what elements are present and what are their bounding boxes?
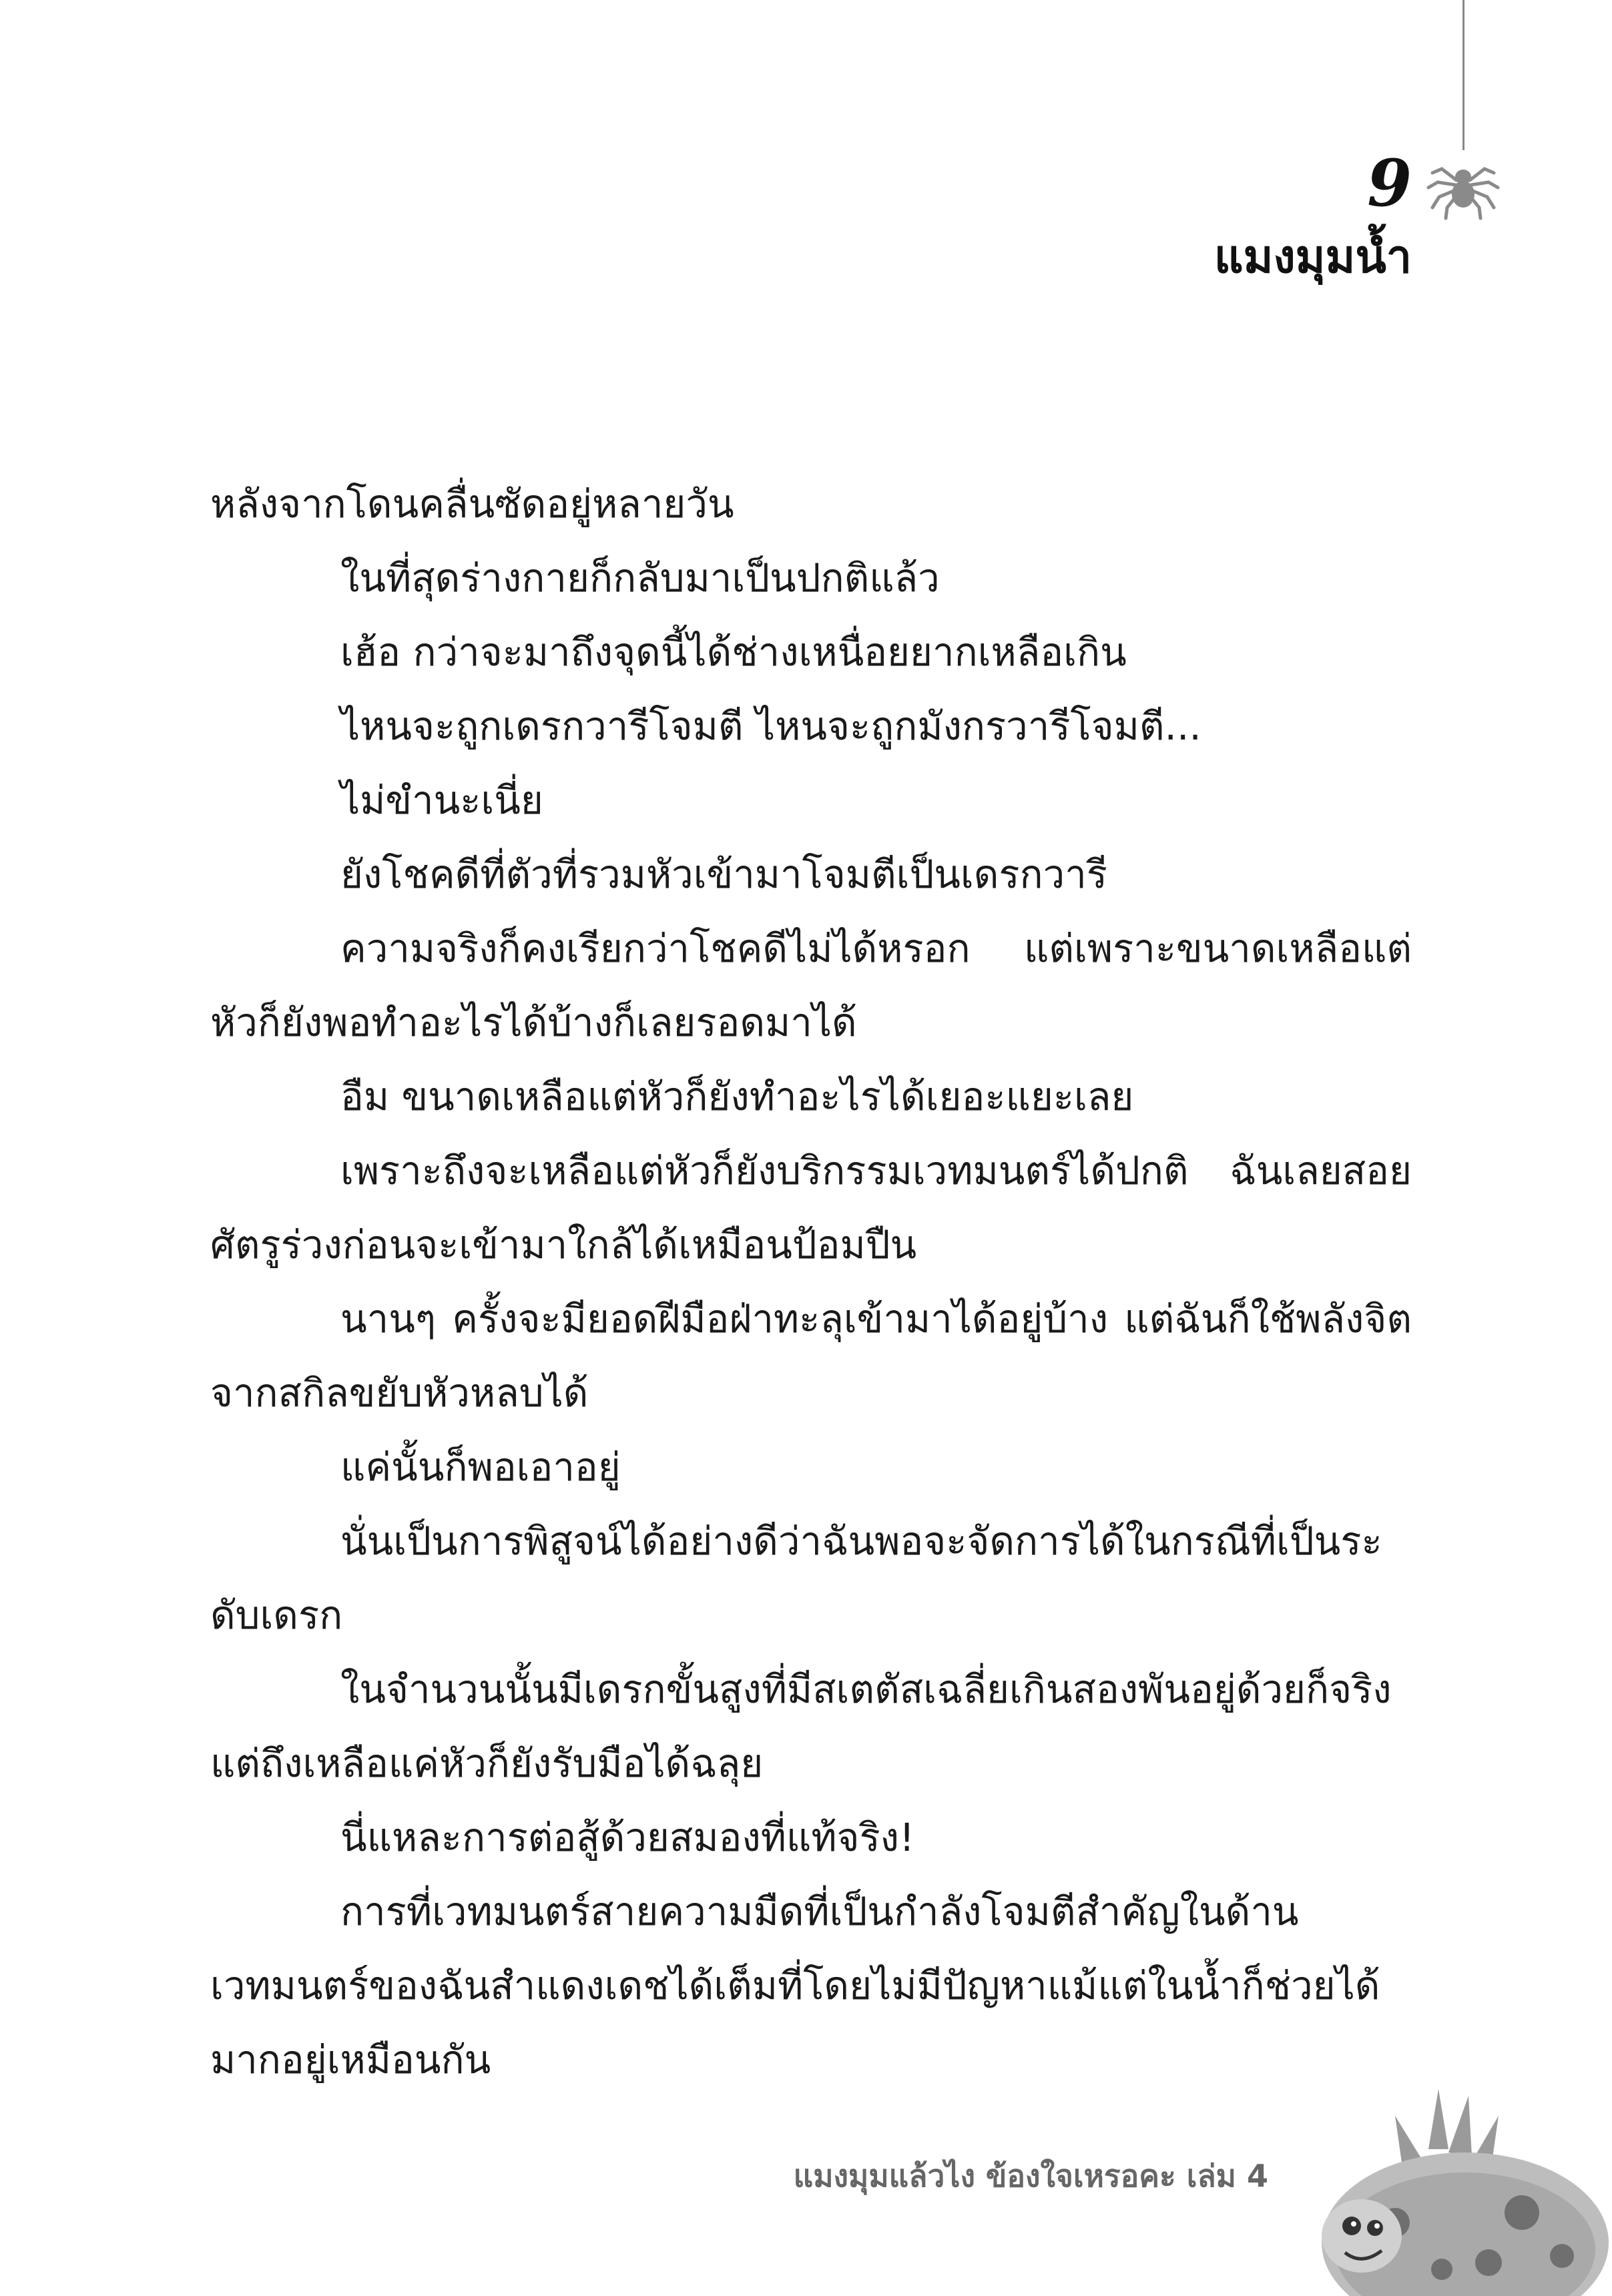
spider-icon xyxy=(1423,144,1503,224)
footer-book-title: แมงมุมแล้วไง ข้องใจเหรอคะ เล่ม 4 xyxy=(793,2158,1268,2194)
paragraph: ในจำนวนนั้นมีเดรกขั้นสูงที่มีสเตตัสเฉลี่ยเกินสองพันอยู่ด้วยก็จริง แต่ถึงเหลือแค่หัวก็ยังรับมือได้ฉลุย xyxy=(210,1667,1392,1786)
paragraph: นี่แหละการต่อสู้ด้วยสมองที่แท้จริง! xyxy=(340,1815,915,1860)
chapter-number: 9 xyxy=(1367,146,1412,221)
paragraph: ไม่ขำนะเนี่ย xyxy=(340,778,543,823)
paragraph: ความจริงก็คงเรียกว่าโชคดีไม่ได้หรอก แต่เพราะขนาดเหลือแต่หัวก็ยังพอทำอะไรได้บ้างก็เลยรอดมาได้ xyxy=(210,926,1412,1045)
paragraph: แค่นั้นก็พอเอาอยู่ xyxy=(340,1444,621,1490)
chapter-title: แมงมุมน้ำ xyxy=(1214,231,1412,284)
paragraph: การที่เวทมนตร์สายความมืดที่เป็นกำลังโจมตีสำคัญในด้านเวทมนตร์ของฉันสำแดงเดชได้เต็มที่โดยไม่มีปัญหาแม้แต่ในน้ำก็ช่วยได้มากอยู่เหมือนกัน xyxy=(210,1889,1380,2082)
paragraph: ไหนจะถูกเดรกวารีโจมตี ไหนจะถูกมังกรวารีโจมตี... xyxy=(340,703,1201,749)
paragraph: นานๆ ครั้งจะมียอดฝีมือฝ่าทะลุเข้ามาได้อยู่บ้าง แต่ฉันก็ใช้พลังจิตจากสกิลขยับหัวหลบได้ xyxy=(210,1296,1412,1416)
paragraph: หลังจากโดนคลื่นซัดอยู่หลายวัน xyxy=(210,481,734,527)
spider-thread xyxy=(1462,0,1464,150)
creature-illustration xyxy=(1322,2069,1612,2296)
paragraph: นั่นเป็นการพิสูจน์ได้อย่างดีว่าฉันพอจะจัดการได้ในกรณีที่เป็นระดับเดรก xyxy=(210,1518,1382,1638)
paragraph: ยังโชคดีที่ตัวที่รวมหัวเข้ามาโจมตีเป็นเดรกวารี xyxy=(340,852,1107,897)
paragraph: อืม ขนาดเหลือแต่หัวก็ยังทำอะไรได้เยอะแยะเลย xyxy=(340,1074,1134,1119)
chapter-header xyxy=(1214,147,1412,291)
body-text xyxy=(210,467,1412,2097)
paragraph: เฮ้อ กว่าจะมาถึงจุดนี้ได้ช่างเหนื่อยยากเหลือเกิน xyxy=(340,629,1127,675)
paragraph: ในที่สุดร่างกายก็กลับมาเป็นปกติแล้ว xyxy=(340,555,940,601)
paragraph: เพราะถึงจะเหลือแต่หัวก็ยังบริกรรมเวทมนตร์ได้ปกติ ฉันเลยสอยศัตรูร่วงก่อนจะเข้ามาใกล้ได้เหมือนป้อมปืน xyxy=(210,1148,1412,1267)
